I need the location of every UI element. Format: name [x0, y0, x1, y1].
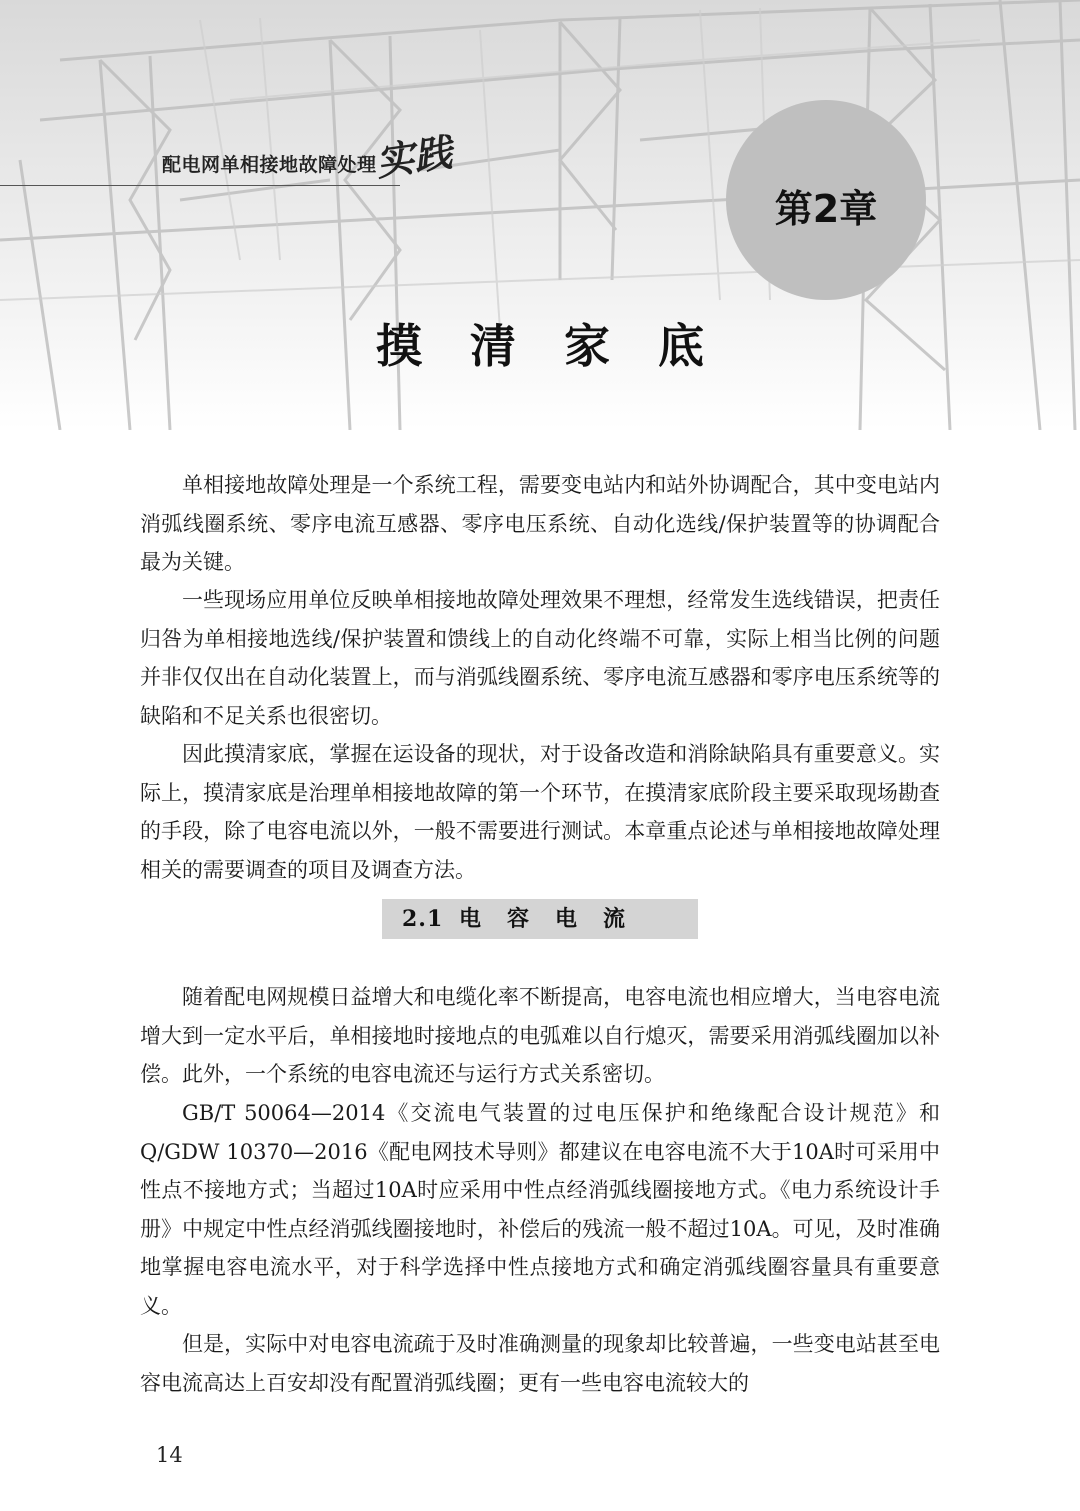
section-number: 2.1	[402, 906, 444, 932]
header-rule	[0, 185, 400, 186]
intro-paragraph-2: 一些现场应用单位反映单相接地故障处理效果不理想，经常发生选线错误，把责任归咎为单相接地选线/保护装置和馈线上的自动化终端不可靠，实际上相当比例的问题并非仅仅出在自动化装置上，而与消弧线圈系统、零序电流互感器和零序电压系统等的缺陷和不足关系也很密切。	[140, 588, 940, 728]
chapter-number: 第2章	[774, 187, 878, 231]
section-paragraph-2: GB/T 50064—2014《交流电气装置的过电压保护和绝缘配合设计规范》和Q/GDW 10370—2016《配电网技术导则》都建议在电容电流不大于10A时可采用中性点不接地方式；当超过10A时应采用中性点经消弧线圈接地方式。《电力系统设计手册》中规定中性点经消弧线圈接地时，补偿后的残流一般不超过10A。可见，及时准确地掌握电容电流水平，对于科学选择中性点接地方式和确定消弧线圈容量具有重要意义。	[140, 1101, 940, 1318]
page-number: 14	[156, 1443, 183, 1467]
section-paragraph-3: 但是，实际中对电容电流疏于及时准确测量的现象却比较普遍，一些变电站甚至电容电流高达上百安却没有配置消弧线圈；更有一些电容电流较大的	[140, 1332, 940, 1395]
book-title-decorative: 实践	[373, 129, 455, 185]
section-heading	[382, 899, 698, 939]
section-paragraph-1: 随着配电网规模日益增大和电缆化率不断提高，电容电流也相应增大，当电容电流增大到一定水平后，单相接地时接地点的电弧难以自行熄灭，需要采用消弧线圈加以补偿。此外，一个系统的电容电流还与运行方式关系密切。	[140, 985, 940, 1086]
chapter-title: 摸清家底	[376, 319, 752, 373]
section-title: 电容电流	[458, 906, 651, 932]
intro-paragraph-1: 单相接地故障处理是一个系统工程，需要变电站内和站外协调配合，其中变电站内消弧线圈系统、零序电流互感器、零序电压系统、自动化选线/保护装置等的协调配合最为关键。	[140, 473, 940, 574]
book-title: 配电网单相接地故障处理	[162, 154, 377, 176]
intro-paragraph-3: 因此摸清家底，掌握在运设备的现状，对于设备改造和消除缺陷具有重要意义。实际上，摸清家底是治理单相接地故障的第一个环节，在摸清家底阶段主要采取现场勘查的手段，除了电容电流以外，一般不需要进行测试。本章重点论述与单相接地故障处理相关的需要调查的项目及调查方法。	[140, 742, 940, 882]
